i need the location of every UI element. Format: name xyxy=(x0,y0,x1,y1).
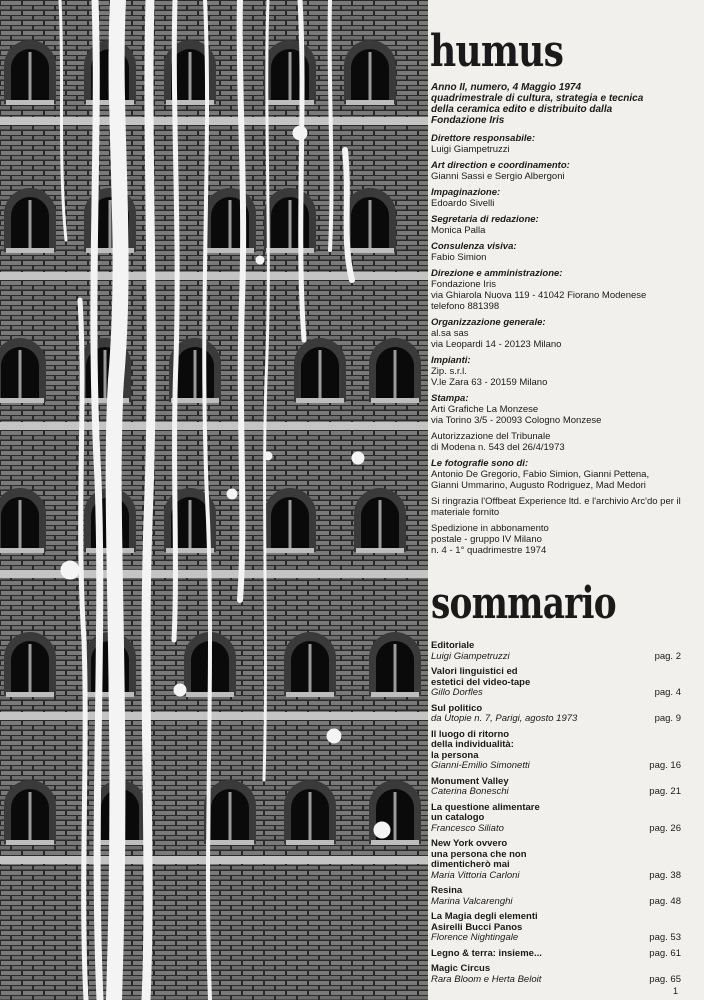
toc-title: Il luogo di ritorno della individualità: la persona xyxy=(431,728,514,761)
toc-title: Editoriale xyxy=(431,640,475,651)
credit-value: Edoardo Sivelli xyxy=(431,198,495,209)
credit-value: Zip. s.r.l. V.le Zara 63 - 20159 Milano xyxy=(431,366,548,388)
issue-info xyxy=(431,82,701,126)
credit-administration xyxy=(431,268,701,312)
toc-page: pag. 38 xyxy=(649,869,681,881)
page-number: 1 xyxy=(673,986,679,996)
toc-title: New York ovvero una persona che non dimenticherò mai xyxy=(431,838,527,870)
credit-visual-consultant xyxy=(431,241,701,263)
credit-director xyxy=(431,133,701,155)
toc-page: pag. 48 xyxy=(649,895,681,907)
credit-prepress xyxy=(431,355,701,388)
toc-page: pag. 21 xyxy=(649,786,681,797)
toc-title: Sul politico xyxy=(431,702,483,714)
credit-secretary xyxy=(431,214,701,236)
credit-label: Consulenza visiva: xyxy=(431,241,517,252)
credit-value: Gianni Sassi e Sergio Albergoni xyxy=(431,171,565,182)
credit-printing xyxy=(431,393,701,426)
issue-info-line: Fondazione Iris xyxy=(431,115,505,126)
toc-entry[interactable] xyxy=(431,730,681,772)
credit-label: Organizzazione generale: xyxy=(431,317,546,328)
toc-author: Gianni-Emilio Simonetti xyxy=(431,760,530,771)
toc-page: pag. 53 xyxy=(649,932,681,943)
credit-art-direction xyxy=(431,160,701,182)
credit-label: Impaginazione: xyxy=(431,187,501,198)
acknowledgements xyxy=(431,496,701,518)
toc-author: Caterina Boneschi xyxy=(431,786,509,797)
toc-title: Valori linguistici ed estetici del video-tape xyxy=(431,666,531,688)
toc-author: da Utopie n. 7, Parigi, agosto 1973 xyxy=(431,713,578,724)
toc-title: La Magia degli elementi Asirelli Bucci Panos xyxy=(431,911,538,933)
toc-title: Magic Circus xyxy=(431,963,491,974)
toc-author: Gillo Dorfles xyxy=(431,687,483,698)
toc-page: pag. 26 xyxy=(649,822,681,834)
toc-page: pag. 9 xyxy=(654,713,681,724)
toc-entry[interactable] xyxy=(431,667,681,699)
credit-label: Impianti: xyxy=(431,355,471,366)
credit-label: Direzione e amministrazione: xyxy=(431,268,563,279)
toc-entry[interactable] xyxy=(431,964,681,985)
credit-authorization xyxy=(431,431,701,453)
toc-title: La questione alimentare un catalogo xyxy=(431,801,540,823)
toc-title: Legno & terra: insieme... xyxy=(431,947,542,959)
credit-value: Arti Grafiche La Monzese via Torino 3/5 - 20093 Cologno Monzese xyxy=(431,404,602,426)
magazine-masthead: humus xyxy=(430,26,564,77)
credit-layout xyxy=(431,187,701,209)
toc-entry[interactable] xyxy=(431,949,681,960)
toc-entry[interactable] xyxy=(431,641,681,662)
issue-info-line: della ceramica edito e distribuito dalla xyxy=(431,104,613,115)
toc-author: Marina Valcarenghi xyxy=(431,895,513,907)
table-of-contents xyxy=(431,641,681,990)
toc-entry[interactable] xyxy=(431,704,681,725)
credit-label: Stampa: xyxy=(431,393,469,404)
toc-author: Rara Bloom e Herta Beloit xyxy=(431,973,542,985)
credit-value: Fabio Simion xyxy=(431,252,487,263)
toc-entry[interactable] xyxy=(431,839,681,881)
toc-author: Florence Nightingale xyxy=(431,932,519,943)
toc-entry[interactable] xyxy=(431,886,681,907)
credit-label: Art direction e coordinamento: xyxy=(431,160,570,171)
toc-page: pag. 2 xyxy=(654,650,681,662)
toc-entry[interactable] xyxy=(431,912,681,944)
credit-label: Le fotografie sono di: xyxy=(431,458,529,469)
credit-organization xyxy=(431,317,701,350)
credit-value: al.sa sas via Leopardi 14 - 20123 Milano xyxy=(431,328,562,350)
toc-title: Resina xyxy=(431,885,463,896)
credit-value: Autorizzazione del Tribunale di Modena n. 543 del 26/4/1973 xyxy=(431,431,565,453)
credit-value: Antonio De Gregorio, Fabio Simion, Gianni Pettena, Gianni Ummarino, Augusto Rodriguez, Mad Medori xyxy=(431,469,650,491)
toc-page: pag. 61 xyxy=(649,947,681,959)
toc-page: pag. 65 xyxy=(649,973,681,985)
toc-author: Luigi Giampetruzzi xyxy=(431,650,510,662)
credit-value: Luigi Giampetruzzi xyxy=(431,144,510,155)
credit-value: Monica Palla xyxy=(431,225,486,236)
toc-title: Monument Valley xyxy=(431,775,509,787)
contents-heading: sommario xyxy=(431,578,616,629)
shipping-text: Spedizione in abbonamento postale - gruppo IV Milano n. 4 - 1° quadrimestre 1974 xyxy=(431,523,549,556)
issue-info-line: Anno II, numero, 4 Maggio 1974 xyxy=(431,82,582,93)
colophon-column xyxy=(431,28,701,561)
toc-entry[interactable] xyxy=(431,803,681,835)
credit-photographers xyxy=(431,458,701,491)
toc-author: Maria Vittoria Carloni xyxy=(431,869,520,881)
toc-author: Francesco Siliato xyxy=(431,822,504,834)
credit-label: Direttore responsabile: xyxy=(431,133,535,144)
credit-label: Segretaria di redazione: xyxy=(431,214,539,225)
credit-value: Fondazione Iris via Ghiarola Nuova 119 - 41042 Fiorano Modenese telefono 881398 xyxy=(431,279,647,312)
issue-info-line: quadrimestrale di cultura, strategia e tecnica xyxy=(431,93,644,104)
shipping-info xyxy=(431,523,701,556)
toc-entry[interactable] xyxy=(431,777,681,798)
toc-page: pag. 16 xyxy=(649,760,681,771)
thanks-text: Si ringrazia l'Offbeat Experience ltd. e l'archivio Arc'do per il materiale fornito xyxy=(431,496,681,518)
toc-page: pag. 4 xyxy=(654,687,681,698)
